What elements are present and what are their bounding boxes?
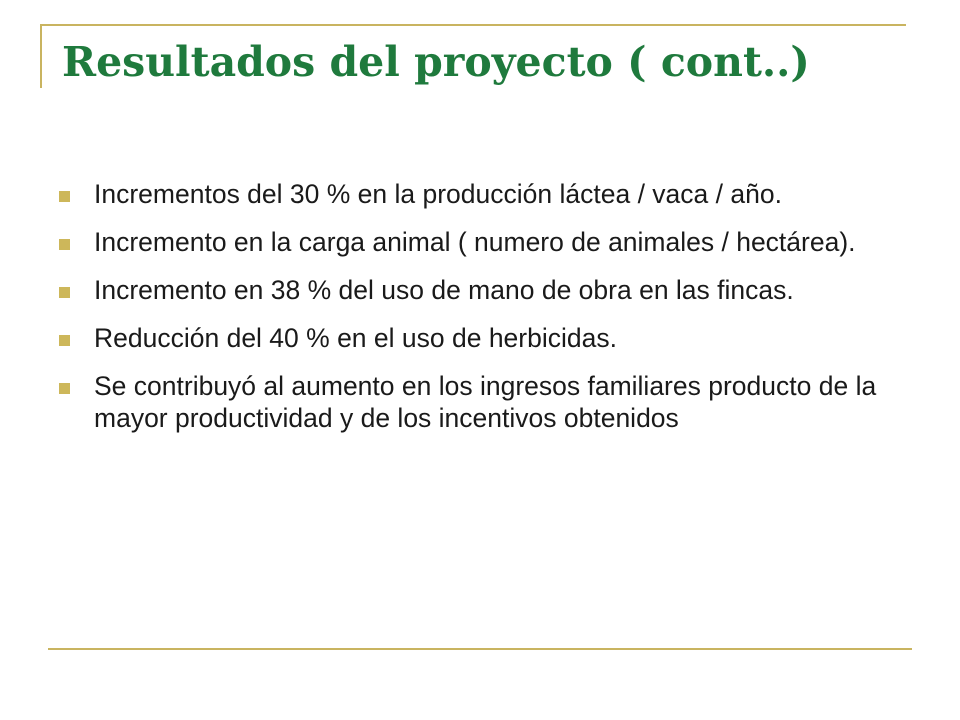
top-rule <box>40 24 906 26</box>
bullet-text: Incrementos del 30 % en la producción láctea / vaca / año. <box>94 179 782 209</box>
square-bullet-icon <box>59 191 70 202</box>
bullet-text: Incremento en la carga animal ( numero de animales / hectárea). <box>94 227 856 257</box>
bullet-item <box>58 370 908 434</box>
bullet-text: Se contribuyó al aumento en los ingresos familiares producto de la mayor productividad y de los incentivos obtenidos <box>94 371 877 433</box>
bullet-text: Reducción del 40 % en el uso de herbicidas. <box>94 323 617 353</box>
bullet-item <box>58 178 908 210</box>
bullet-item <box>58 226 908 258</box>
square-bullet-icon <box>59 287 70 298</box>
bullet-text: Incremento en 38 % del uso de mano de obra en las fincas. <box>94 275 794 305</box>
square-bullet-icon <box>59 383 70 394</box>
slide-title: Resultados del proyecto ( cont..) <box>62 38 810 86</box>
square-bullet-icon <box>59 335 70 346</box>
bullet-item <box>58 322 908 354</box>
bottom-rule <box>48 648 912 650</box>
left-rule <box>40 24 42 88</box>
bullet-list <box>58 178 908 434</box>
bullet-item <box>58 274 908 306</box>
square-bullet-icon <box>59 239 70 250</box>
